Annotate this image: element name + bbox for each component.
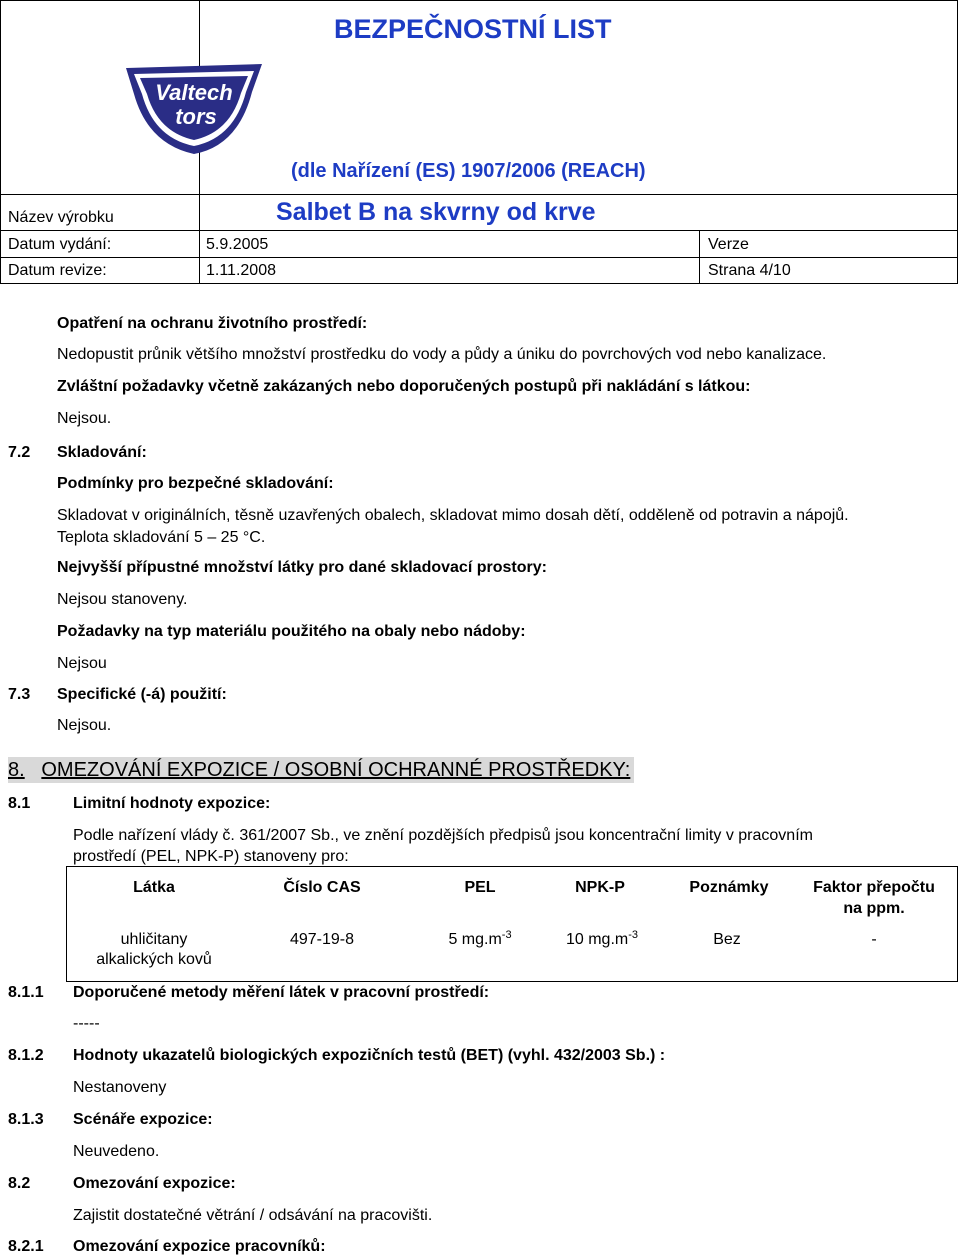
env-protection-heading: Opatření na ochranu životního prostředí:	[57, 315, 368, 332]
cell-cas: 497-19-8	[289, 931, 355, 948]
biological-tests-heading: Hodnoty ukazatelů biologických expozičních testů (BET) (vyhl. 432/2003 Sb.) :	[73, 1047, 666, 1064]
cell-notes: Bez	[713, 931, 741, 948]
max-quantity-heading: Nejvyšší přípustné množství látky pro dané skladovací prostory:	[57, 559, 547, 576]
measurement-methods-heading: Doporučené metody měření látek v pracovní prostředí:	[73, 984, 490, 1001]
issue-date: 5.9.2005	[206, 236, 269, 253]
cell-npk	[539, 930, 665, 950]
cell-pel	[417, 930, 543, 950]
logo-text-tors: tors	[175, 104, 217, 129]
special-requirements-text: Nejsou.	[57, 410, 112, 427]
logo-shield-icon	[120, 58, 268, 158]
col-header-pel: PEL	[464, 879, 496, 896]
col-header-substance: Látka	[133, 879, 175, 896]
cell-substance-2: alkalických kovů	[96, 951, 212, 968]
exposure-limits-text-1: Podle nařízení vlády č. 361/2007 Sb., ve znění pozdějších předpisů jsou koncentrační limity v pracovním	[73, 827, 813, 844]
col-header-npk: NPK-P	[575, 879, 625, 896]
cell-factor: -	[871, 931, 877, 948]
section-8-1-3-number: 8.1.3	[8, 1111, 44, 1128]
issue-date-label: Datum vydání:	[8, 236, 112, 253]
env-protection-text: Nedopustit průnik většího množství prostředku do vody a půdy a úniku do povrchových vod nebo kanalizace.	[57, 346, 827, 363]
revision-date-label: Datum revize:	[8, 262, 107, 279]
specific-use-heading: Specifické (-á) použití:	[57, 686, 227, 703]
section-7-2-number: 7.2	[8, 444, 31, 461]
storage-temperature-text: Teplota skladování 5 – 25 °C.	[57, 529, 266, 546]
document-title: BEZPEČNOSTNÍ LIST	[334, 14, 612, 44]
storage-conditions-text: Skladovat v originálních, těsně uzavřených obalech, skladovat mimo dosah dětí, odděleně od potravin a nápojů.	[57, 507, 849, 524]
header-rule-2	[0, 230, 958, 231]
exposure-limits-heading: Limitní hodnoty expozice:	[73, 795, 271, 812]
col-header-notes: Poznámky	[689, 879, 769, 896]
measurement-methods-text: -----	[73, 1015, 100, 1032]
section-8-title-text: OMEZOVÁNÍ EXPOZICE / OSOBNÍ OCHRANNÉ PROSTŘEDKY:	[41, 759, 631, 781]
exposure-limits-text-2: prostředí (PEL, NPK-P) stanoveny pro:	[73, 848, 349, 865]
section-8-number: 8.	[8, 759, 25, 781]
exposure-scenarios-heading: Scénáře expozice:	[73, 1111, 213, 1128]
section-8-2-1-number: 8.2.1	[8, 1238, 44, 1255]
header-rule-1	[0, 194, 958, 195]
section-8-title	[8, 757, 634, 783]
section-7-3-number: 7.3	[8, 686, 31, 703]
special-requirements-heading: Zvláštní požadavky včetně zakázaných nebo doporučených postupů při nakládání s látkou:	[57, 378, 751, 395]
storage-conditions-heading: Podmínky pro bezpečné skladování:	[57, 475, 334, 492]
biological-tests-text: Nestanoveny	[73, 1079, 167, 1096]
col-header-cas: Číslo CAS	[283, 879, 361, 896]
section-8-1-1-number: 8.1.1	[8, 984, 44, 1001]
regulation-subtitle: (dle Nařízení (ES) 1907/2006 (REACH)	[291, 160, 646, 182]
cell-substance-1: uhličitany	[120, 931, 188, 948]
exposure-control-heading: Omezování expozice:	[73, 1175, 236, 1192]
section-8-1-number: 8.1	[8, 795, 31, 812]
max-quantity-text: Nejsou stanoveny.	[57, 591, 188, 608]
col-header-factor-unit: na ppm.	[843, 900, 905, 917]
col-header-factor: Faktor přepočtu	[813, 879, 935, 896]
packaging-material-heading: Požadavky na typ materiálu použitého na obaly nebo nádoby:	[57, 623, 526, 640]
section-8-2-number: 8.2	[8, 1175, 31, 1192]
cell-pel-value: 5 mg.m	[448, 931, 502, 948]
product-name-label: Název výrobku	[8, 209, 114, 226]
cell-pel-exponent: -3	[501, 929, 512, 941]
exposure-control-text: Zajistit dostatečné větrání / odsávání na pracovišti.	[73, 1207, 433, 1224]
header-rule-3	[0, 257, 958, 258]
logo-text-valtech: Valtech	[155, 80, 233, 105]
version-label: Verze	[708, 236, 749, 253]
packaging-material-text: Nejsou	[57, 655, 107, 672]
storage-heading: Skladování:	[57, 444, 147, 461]
exposure-scenarios-text: Neuvedeno.	[73, 1143, 160, 1160]
section-8-1-2-number: 8.1.2	[8, 1047, 44, 1064]
company-logo	[120, 58, 268, 158]
cell-npk-exponent: -3	[628, 929, 639, 941]
product-name: Salbet B na skvrny od krve	[276, 198, 596, 226]
specific-use-text: Nejsou.	[57, 717, 112, 734]
page-number: Strana 4/10	[708, 262, 791, 279]
exposure-limits-table	[66, 866, 958, 982]
revision-date: 1.11.2008	[206, 262, 276, 279]
worker-exposure-heading: Omezování expozice pracovníků:	[73, 1238, 326, 1255]
cell-npk-value: 10 mg.m	[565, 931, 629, 948]
